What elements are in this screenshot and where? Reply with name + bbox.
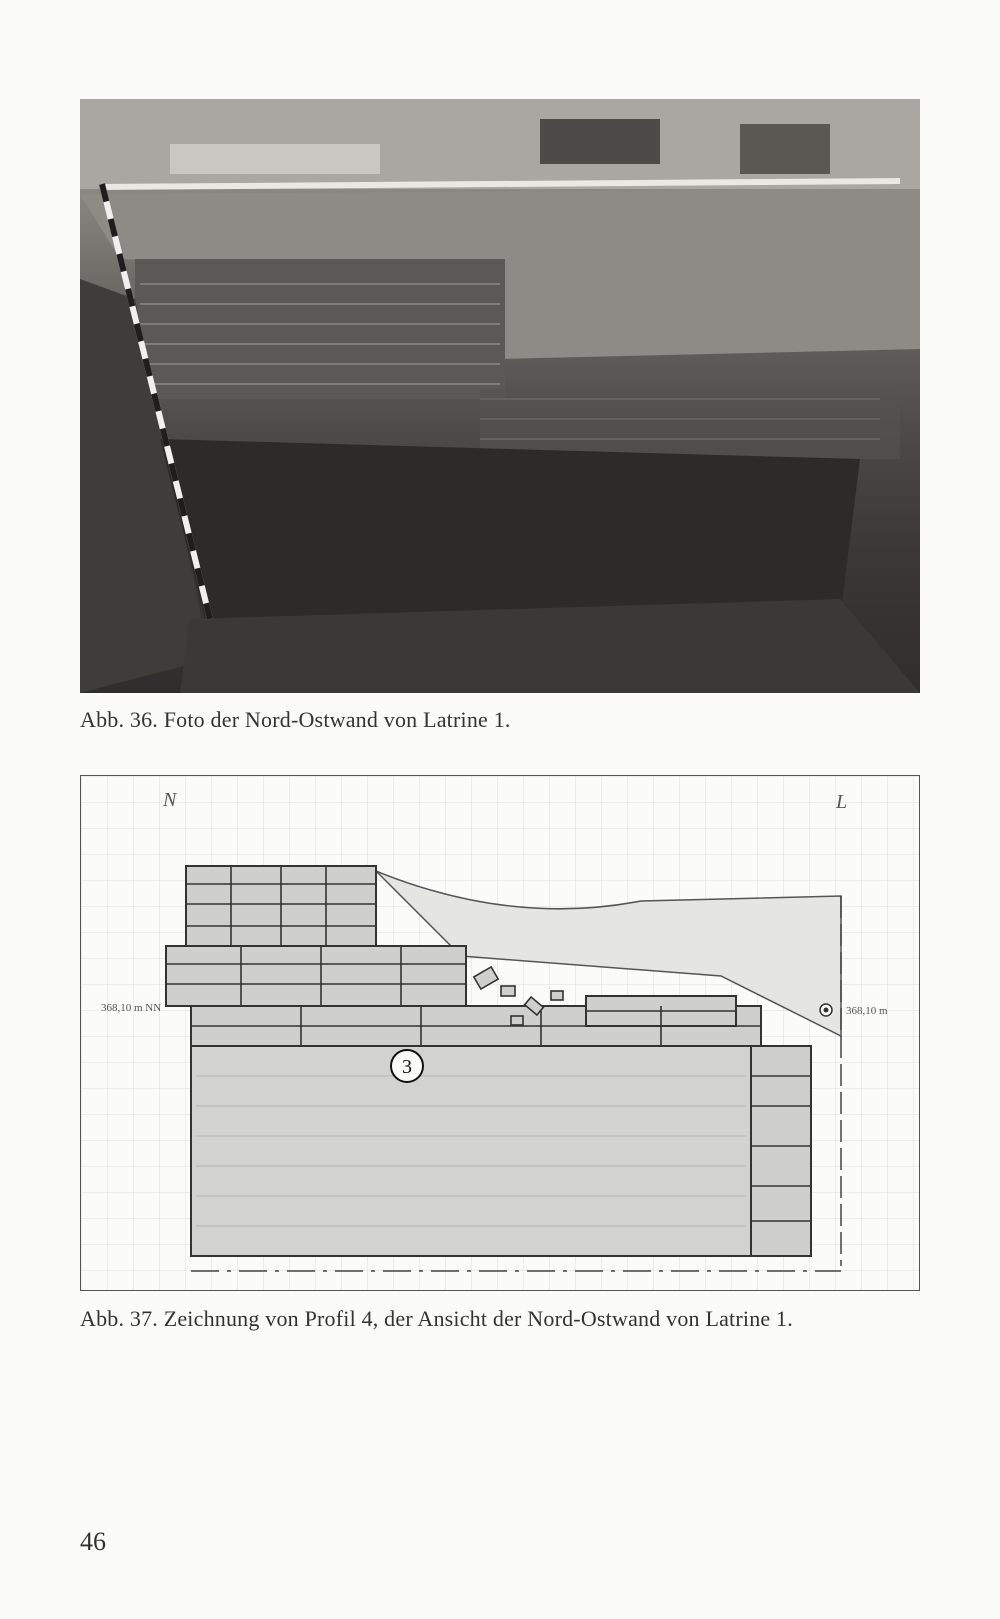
profile-drawing-illustration [81, 776, 920, 1291]
figure-37-caption: Abb. 37. Zeichnung von Profil 4, der Ansicht der Nord-Ostwand von Latrine 1. [80, 1306, 793, 1331]
corner-left-label: N [163, 789, 177, 811]
profile-marker-label: 3 [402, 1056, 412, 1078]
corner-right-label: L [836, 791, 848, 813]
profile-drawing [80, 775, 920, 1291]
level-left-label: 368,10 m NN [101, 1002, 162, 1014]
photo-illustration [80, 99, 920, 693]
page-number: 46 [80, 1527, 106, 1556]
excavation-photo [80, 99, 920, 693]
level-right-label: 368,10 m [846, 1005, 888, 1017]
figure-36-caption: Abb. 36. Foto der Nord-Ostwand von Latrine 1. [80, 707, 511, 732]
